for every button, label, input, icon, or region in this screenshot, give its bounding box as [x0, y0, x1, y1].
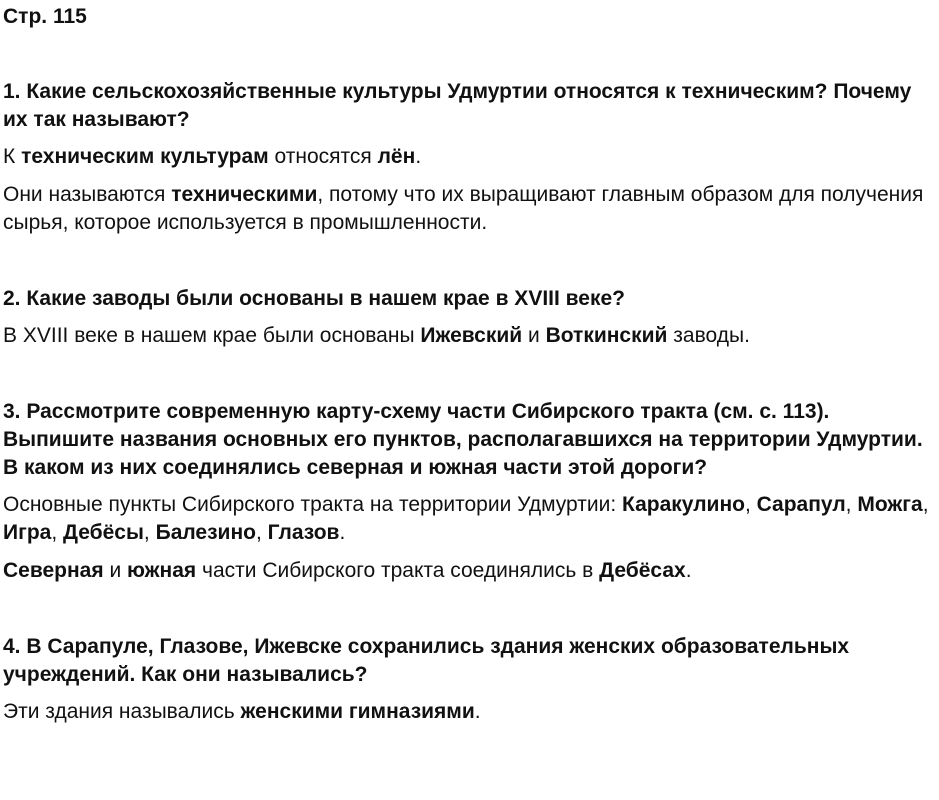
answer-text: заводы. — [667, 324, 750, 347]
paragraph-spacer — [3, 689, 937, 698]
answer-text: , — [51, 521, 64, 544]
answer-emphasis: женскими гимназиями — [240, 700, 475, 723]
answer-emphasis: Воткинский — [545, 324, 668, 347]
answer-emphasis: Северная — [3, 559, 104, 582]
answer-text: В XVIII веке в нашем крае были основаны — [3, 324, 421, 347]
answer-text: . — [685, 559, 692, 582]
document-page — [3, 4, 937, 726]
answer-emphasis: Дебёсах — [599, 559, 686, 582]
answer-emphasis: техническим культурам — [21, 145, 269, 168]
answer-text: относятся — [268, 145, 378, 168]
answer-text: . — [415, 145, 422, 168]
section-spacer — [3, 585, 937, 633]
question-heading: 2. Какие заводы были основаны в нашем крае в XVIII веке? — [3, 287, 625, 310]
question-heading: 3. Рассмотрите современную карту-схему части Сибирского тракта (см. с. 113). Выпишите названия основных его пунктов, располагавшихся на территории Удмуртии. В каком из них соединялись северная и южная части этой дороги? — [3, 400, 923, 479]
paragraph-spacer — [3, 313, 937, 322]
answer-emphasis: Сарапул — [756, 493, 846, 516]
answer-text: , — [744, 493, 757, 516]
paragraph-spacer — [3, 482, 937, 491]
section-spacer — [3, 30, 937, 78]
answer-text: , потому что их выращивают главным образом для получения сырья, которое используется в промышленности. — [3, 183, 924, 234]
answer-text: Эти здания назывались — [3, 700, 241, 723]
answer-text: , — [143, 521, 156, 544]
paragraph-spacer — [3, 171, 937, 181]
answer-text: . — [339, 521, 346, 544]
answer-paragraph — [3, 181, 937, 237]
answer-emphasis: Глазов — [267, 521, 340, 544]
answer-paragraph — [3, 322, 937, 350]
answer-text: части Сибирского тракта соединялись в — [196, 559, 600, 582]
answer-text: К — [3, 145, 22, 168]
answer-text: , — [255, 521, 268, 544]
answer-text: и — [103, 559, 128, 582]
qa-sections — [3, 30, 937, 726]
answer-emphasis: Игра — [3, 521, 52, 544]
answer-emphasis: Балезино — [155, 521, 256, 544]
section-spacer — [3, 350, 937, 398]
answer-text: Основные пункты Сибирского тракта на территории Удмуртии: — [3, 493, 623, 516]
answer-text: , — [845, 493, 858, 516]
paragraph-spacer — [3, 134, 937, 143]
answer-emphasis: лён — [377, 145, 416, 168]
paragraph-spacer — [3, 547, 937, 557]
answer-paragraph — [3, 557, 937, 585]
question-heading: 1. Какие сельскохозяйственные культуры Удмуртии относятся к техническим? Почему их так называют? — [3, 80, 912, 131]
section-spacer — [3, 237, 937, 285]
question-heading: 4. В Сарапуле, Глазове, Ижевске сохранились здания женских образовательных учреждений. Как они назывались? — [3, 635, 850, 686]
answer-text: и — [522, 324, 546, 347]
answer-emphasis: Каракулино — [622, 493, 745, 516]
answer-emphasis: техническими — [171, 183, 318, 206]
answer-text: . — [474, 700, 481, 723]
answer-paragraph — [3, 698, 937, 726]
page-number: Стр. 115 — [3, 5, 87, 28]
answer-emphasis: Ижевский — [420, 324, 523, 347]
answer-text: Они называются — [3, 183, 172, 206]
answer-paragraph — [3, 491, 937, 547]
answer-text: , — [922, 493, 929, 516]
answer-emphasis: Дебёсы — [63, 521, 144, 544]
answer-emphasis: Можга — [857, 493, 923, 516]
answer-emphasis: южная — [127, 559, 197, 582]
answer-paragraph — [3, 143, 937, 171]
